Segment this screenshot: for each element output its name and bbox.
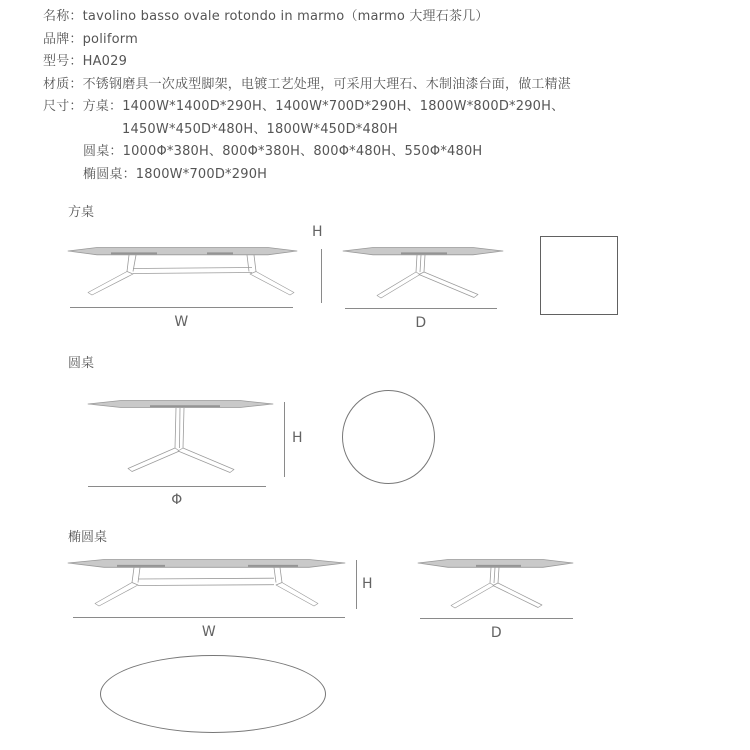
spec-line-size-square-cont: 1450W*450D*480H、1800W*450D*480H <box>122 122 398 137</box>
spec-line-size-round: 圆桌：1000Φ*380H、800Φ*380H、800Φ*480H、550Φ*480H <box>83 144 483 159</box>
oval-table-side-view-drawing <box>416 556 576 610</box>
round-table-top-view-shape <box>342 390 435 484</box>
square-depth-dimension-label: D <box>415 315 427 331</box>
oval-table-front-view-svg <box>66 556 347 610</box>
section-title-oval-table: 椭圆桌 <box>68 530 108 545</box>
round-table-front-view-drawing <box>85 398 275 478</box>
square-table-front-view-drawing <box>65 244 299 304</box>
spec-line-size-oval: 椭圆桌：1800W*700D*290H <box>83 167 268 182</box>
square-height-dimension-line <box>321 249 322 303</box>
oval-depth-dimension-label: D <box>490 625 503 641</box>
square-table-side-view-drawing <box>341 244 505 304</box>
section-title-square-table: 方桌 <box>68 205 95 220</box>
oval-depth-dimension-line <box>420 618 573 619</box>
spec-line-model: 型号：HA029 <box>43 54 128 69</box>
oval-table-top-view-shape <box>100 655 326 733</box>
spec-line-size-square: 尺寸：方桌：1400W*1400D*290H、1400W*700D*290H、1800W*800D*290H、 <box>43 99 565 114</box>
round-height-dimension-line <box>284 402 285 477</box>
round-height-dimension-label: H <box>292 430 303 446</box>
round-diameter-dimension-line <box>88 486 266 487</box>
square-width-dimension-label: W <box>174 314 189 330</box>
spec-line-name: 名称：tavolino basso ovale rotondo in marmo（marmo 大理石茶几） <box>43 9 489 24</box>
oval-width-dimension-label: W <box>201 624 217 640</box>
oval-table-side-view-svg <box>416 556 576 610</box>
square-table-top-view-shape <box>540 236 618 315</box>
section-title-round-table: 圆桌 <box>68 356 95 371</box>
oval-height-dimension-label: H <box>362 576 373 592</box>
square-table-side-view-svg <box>341 244 505 304</box>
square-table-front-view-svg <box>65 244 299 304</box>
oval-height-dimension-line <box>356 560 357 609</box>
round-table-front-view-svg <box>85 398 275 478</box>
round-diameter-dimension-label: Φ <box>171 492 183 508</box>
square-depth-dimension-line <box>345 308 497 309</box>
oval-width-dimension-line <box>73 617 345 618</box>
square-height-dimension-label: H <box>312 224 323 240</box>
square-width-dimension-line <box>70 307 293 308</box>
oval-table-front-view-drawing <box>66 556 347 610</box>
spec-line-material: 材质：不锈钢磨具一次成型脚架，电镀工艺处理，可采用大理石、木制油漆台面，做工精湛 <box>43 77 572 92</box>
spec-line-brand: 品牌：poliform <box>43 32 138 47</box>
